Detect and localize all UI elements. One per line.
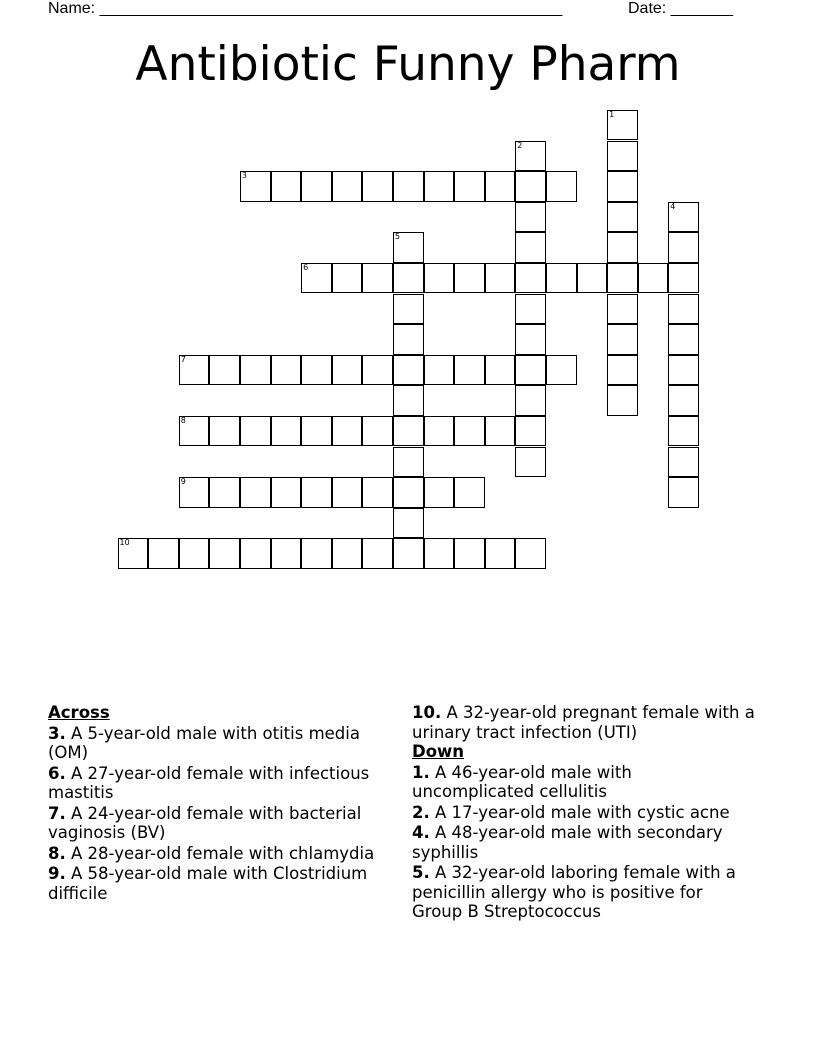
grid-cell[interactable] (638, 263, 669, 293)
grid-cell[interactable] (424, 171, 455, 201)
grid-cell[interactable] (393, 171, 424, 201)
grid-cell[interactable] (454, 416, 485, 446)
grid-cell[interactable] (454, 263, 485, 293)
grid-cell[interactable] (240, 355, 271, 385)
grid-cell[interactable] (515, 263, 546, 293)
grid-cell[interactable] (454, 538, 485, 568)
grid-cell[interactable] (515, 324, 546, 354)
clues-right-column (412, 703, 757, 922)
down-clue-2 (412, 803, 757, 823)
grid-cell[interactable] (240, 538, 271, 568)
across-heading: Across (48, 703, 110, 722)
clue-text: A 27-year-old female with infectious mastitis (48, 763, 370, 802)
grid-cell[interactable] (362, 477, 393, 507)
clue-number: 4. (412, 823, 430, 842)
across-clue-3 (48, 724, 378, 763)
cell-number: 10 (119, 538, 130, 548)
grid-cell[interactable] (301, 416, 332, 446)
clue-number: 3. (48, 723, 66, 743)
down-heading: Down (412, 742, 465, 761)
name-field-label[interactable]: Name: ____________________________________________________ (48, 0, 563, 17)
grid-cell[interactable] (607, 324, 638, 354)
clue-text: A 28-year-old female with chlamydia (71, 843, 375, 863)
across-clue-6 (48, 764, 378, 803)
grid-cell[interactable] (393, 324, 424, 354)
across-clue-7 (48, 804, 378, 843)
clue-text: A 46-year-old male with uncomplicated cellulitis (412, 762, 632, 801)
grid-cell[interactable] (240, 171, 271, 201)
across-clue-8 (48, 844, 378, 864)
grid-cell[interactable] (577, 263, 608, 293)
grid-cell[interactable] (515, 232, 546, 262)
grid-cell[interactable] (485, 416, 516, 446)
grid-cell[interactable] (424, 416, 455, 446)
down-clue-4 (412, 823, 757, 862)
grid-cell[interactable] (393, 355, 424, 385)
clue-text: A 48-year-old male with secondary syphillis (412, 823, 723, 862)
cell-number: 4 (670, 201, 676, 211)
cell-number: 9 (180, 477, 186, 487)
grid-cell[interactable] (607, 202, 638, 232)
grid-cell[interactable] (301, 263, 332, 293)
grid-cell[interactable] (301, 171, 332, 201)
puzzle-title: Antibiotic Funny Pharm (135, 37, 681, 92)
grid-cell[interactable] (240, 477, 271, 507)
across-clue-9 (48, 864, 378, 903)
grid-cell[interactable] (607, 355, 638, 385)
grid-cell[interactable] (393, 416, 424, 446)
grid-cell[interactable] (332, 538, 363, 568)
grid-cell[interactable] (454, 171, 485, 201)
clue-text: A 58-year-old male with Clostridium difficile (48, 864, 368, 903)
grid-cell[interactable] (209, 538, 240, 568)
grid-cell[interactable] (668, 385, 699, 415)
grid-cell[interactable] (332, 416, 363, 446)
grid-cell[interactable] (668, 416, 699, 446)
grid-cell[interactable] (179, 477, 210, 507)
grid-cell[interactable] (393, 294, 424, 324)
grid-cell[interactable] (515, 202, 546, 232)
grid-cell[interactable] (668, 294, 699, 324)
grid-cell[interactable] (393, 447, 424, 477)
grid-cell[interactable] (332, 355, 363, 385)
grid-cell[interactable] (424, 355, 455, 385)
grid-cell[interactable] (271, 171, 302, 201)
grid-cell[interactable] (668, 232, 699, 262)
grid-cell[interactable] (454, 477, 485, 507)
clue-text: A 32-year-old pregnant female with a urinary tract infection (UTI) (412, 703, 755, 742)
grid-cell[interactable] (546, 263, 577, 293)
grid-cell[interactable] (485, 538, 516, 568)
grid-cell[interactable] (607, 171, 638, 201)
grid-cell[interactable] (362, 263, 393, 293)
grid-cell[interactable] (271, 477, 302, 507)
grid-cell[interactable] (515, 447, 546, 477)
grid-cell[interactable] (209, 477, 240, 507)
clue-number: 10. (412, 703, 442, 722)
clue-text: A 32-year-old laboring female with a penicillin allergy who is positive for Group B Streptococcus (412, 863, 736, 921)
grid-cell[interactable] (271, 416, 302, 446)
grid-cell[interactable] (179, 416, 210, 446)
grid-cell[interactable] (515, 294, 546, 324)
cell-number: 6 (303, 263, 309, 272)
clues-left-column (48, 703, 378, 903)
grid-cell[interactable] (301, 355, 332, 385)
grid-cell[interactable] (240, 416, 271, 446)
grid-cell[interactable] (301, 477, 332, 507)
grid-cell[interactable] (668, 355, 699, 385)
across-clue-10 (412, 703, 757, 742)
grid-cell[interactable] (515, 171, 546, 201)
grid-cell[interactable] (424, 263, 455, 293)
clue-number: 5. (412, 863, 430, 882)
grid-cell[interactable] (332, 477, 363, 507)
grid-cell[interactable] (332, 171, 363, 201)
grid-cell[interactable] (515, 355, 546, 385)
grid-cell[interactable] (393, 477, 424, 507)
cell-number: 5 (394, 232, 400, 242)
grid-cell[interactable] (179, 355, 210, 385)
grid-cell[interactable] (301, 538, 332, 568)
grid-cell[interactable] (362, 171, 393, 201)
clue-number: 2. (412, 802, 430, 822)
grid-cell[interactable] (362, 538, 393, 568)
grid-cell[interactable] (118, 538, 149, 568)
down-clue-1 (412, 763, 757, 802)
grid-cell[interactable] (515, 141, 546, 171)
grid-cell[interactable] (332, 263, 363, 293)
grid-cell[interactable] (424, 538, 455, 568)
grid-cell[interactable] (515, 385, 546, 415)
date-field-label[interactable]: Date: _______ (628, 0, 733, 17)
grid-cell[interactable] (424, 477, 455, 507)
grid-cell[interactable] (209, 416, 240, 446)
grid-cell[interactable] (607, 294, 638, 324)
grid-cell[interactable] (515, 538, 546, 568)
grid-cell[interactable] (179, 538, 210, 568)
grid-cell[interactable] (485, 355, 516, 385)
cell-number: 1 (609, 110, 615, 119)
grid-cell[interactable] (362, 416, 393, 446)
grid-cell[interactable] (607, 232, 638, 262)
cell-number: 7 (180, 354, 186, 364)
grid-cell[interactable] (668, 324, 699, 354)
grid-cell[interactable] (271, 538, 302, 568)
grid-cell[interactable] (271, 355, 302, 385)
grid-cell[interactable] (546, 171, 577, 201)
grid-cell[interactable] (607, 110, 638, 140)
clue-number: 7. (48, 803, 66, 823)
grid-cell[interactable] (209, 355, 240, 385)
grid-cell[interactable] (393, 263, 424, 293)
grid-cell[interactable] (668, 447, 699, 477)
grid-cell[interactable] (668, 202, 699, 232)
clue-number: 8. (48, 843, 66, 863)
grid-cell[interactable] (393, 232, 424, 262)
grid-cell[interactable] (148, 538, 179, 568)
clue-number: 9. (48, 864, 66, 883)
cell-number: 8 (180, 416, 186, 425)
grid-cell[interactable] (485, 171, 516, 201)
clue-number: 1. (412, 762, 430, 782)
clue-text: A 24-year-old female with bacterial vaginosis (BV) (48, 803, 362, 842)
grid-cell[interactable] (485, 263, 516, 293)
grid-cell[interactable] (546, 355, 577, 385)
clue-text: A 5-year-old male with otitis media (OM) (48, 723, 360, 762)
cell-number: 3 (241, 171, 247, 181)
clue-text: A 17-year-old male with cystic acne (435, 802, 730, 822)
grid-cell[interactable] (668, 477, 699, 507)
grid-cell[interactable] (668, 263, 699, 293)
clue-number: 6. (48, 763, 66, 783)
grid-cell[interactable] (607, 385, 638, 415)
grid-cell[interactable] (607, 141, 638, 171)
grid-cell[interactable] (454, 355, 485, 385)
down-clue-5 (412, 863, 757, 922)
grid-cell[interactable] (607, 263, 638, 293)
grid-cell[interactable] (362, 355, 393, 385)
grid-cell[interactable] (393, 508, 424, 538)
cell-number: 2 (517, 140, 523, 150)
grid-cell[interactable] (393, 538, 424, 568)
grid-cell[interactable] (515, 416, 546, 446)
grid-cell[interactable] (393, 385, 424, 415)
